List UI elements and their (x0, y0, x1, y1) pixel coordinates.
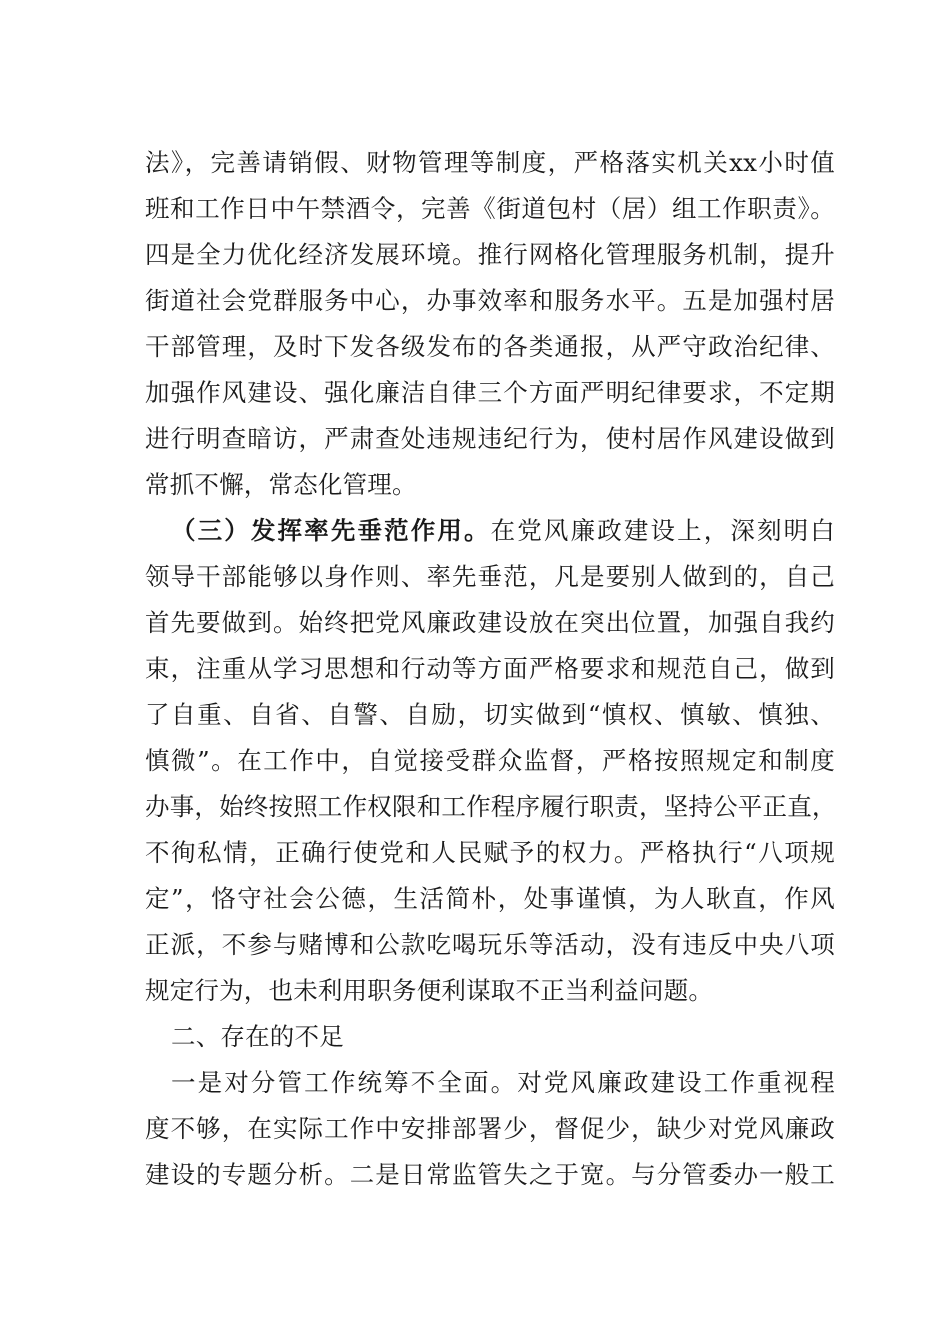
paragraph-line-6: 加强作风建设、强化廉洁自律三个方面严明纪律要求，不定期 (145, 378, 835, 407)
section-three-line-8: 定”，恪守社会公德，生活简朴，处事谨慎，为人耿直，作风 (145, 884, 835, 913)
section-three-line-1: 领导干部能够以身作则、率先垂范，凡是要别人做到的，自己 (145, 562, 835, 591)
section-three-line-7: 不徇私情，正确行使党和人民赋予的权力。严格执行“八项规 (145, 838, 835, 867)
paragraph-line-1: 法》，完善请销假、财物管理等制度，严格落实机关xx小时值 (145, 148, 835, 177)
paragraph-line-7: 进行明查暗访，严肃查处违规违纪行为，使村居作风建设做到 (145, 424, 835, 453)
section-two-first-line: 一是对分管工作统筹不全面。对党风廉政建设工作重视程 (171, 1068, 835, 1097)
section-three-first-line (171, 508, 835, 554)
paragraph-line-5: 干部管理，及时下发各级发布的各类通报，从严守政治纪律、 (145, 332, 835, 361)
section-three-line-9: 正派，不参与赌博和公款吃喝玩乐等活动，没有违反中央八项 (145, 930, 835, 959)
section-three-first-line-text: 在党风廉政建设上，深刻明白 (490, 516, 835, 545)
section-two-line-1: 度不够，在实际工作中安排部署少，督促少，缺少对党风廉政 (145, 1114, 835, 1143)
section-two-line-2: 建设的专题分析。二是日常监管失之于宽。与分管委办一般工 (145, 1160, 835, 1189)
section-three-line-3: 束，注重从学习思想和行动等方面严格要求和规范自己，做到 (145, 654, 835, 683)
section-three-line-5: 慎微”。在工作中，自觉接受群众监督，严格按照规定和制度 (145, 746, 835, 775)
section-three-line-6: 办事，始终按照工作权限和工作程序履行职责，坚持公平正直， (145, 792, 837, 821)
section-three-line-2: 首先要做到。始终把党风廉政建设放在突出位置，加强自我约 (145, 608, 835, 637)
paragraph-line-4: 街道社会党群服务中心，办事效率和服务水平。五是加强村居 (145, 286, 835, 315)
paragraph-line-8: 常抓不懈，常态化管理。 (145, 470, 417, 499)
section-three-line-10: 规定行为，也未利用职务便利谋取不正当利益问题。 (145, 976, 714, 1005)
section-two-heading: 二、存在的不足 (171, 1022, 344, 1051)
section-three-line-4: 了自重、自省、自警、自励，切实做到“慎权、慎敏、慎独、 (145, 700, 835, 729)
paragraph-line-2: 班和工作日中午禁酒令，完善《街道包村（居）组工作职责》。 (145, 194, 835, 223)
section-three-heading: （三）发挥率先垂范作用。 (171, 516, 491, 545)
paragraph-line-3: 四是全力优化经济发展环境。推行网格化管理服务机制，提升 (145, 240, 835, 269)
